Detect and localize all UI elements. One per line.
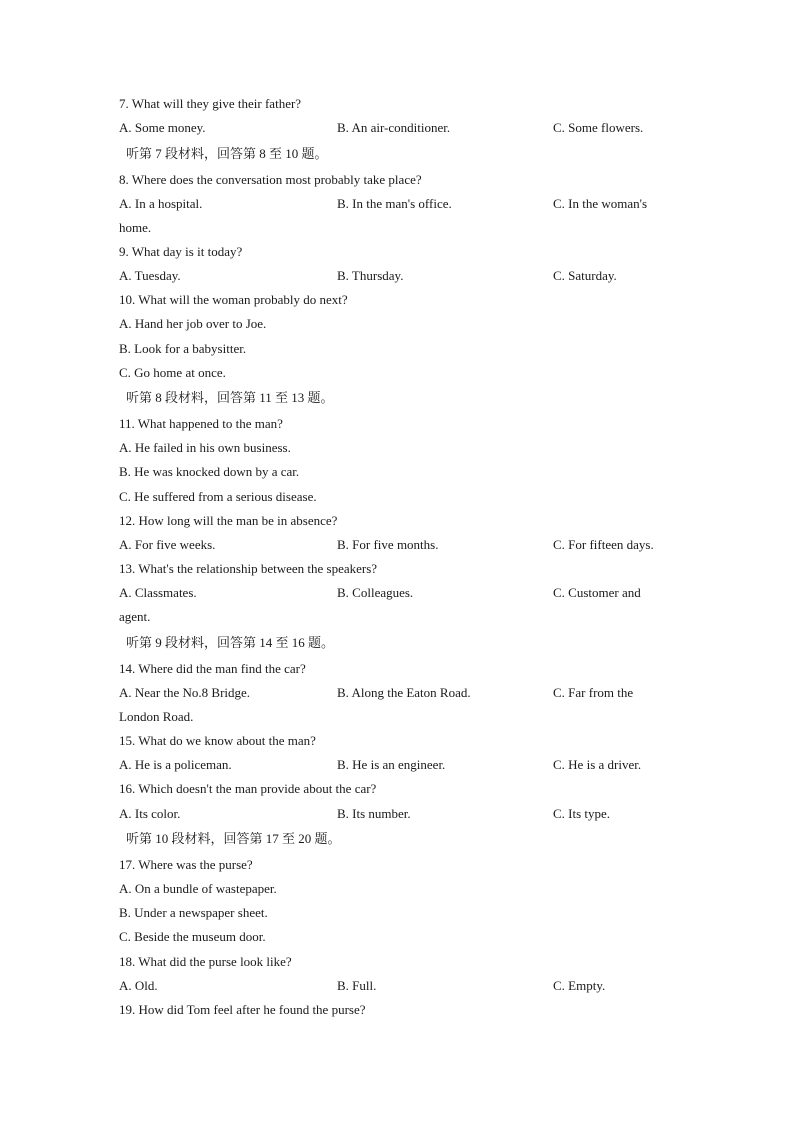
question-9: 9. What day is it today? (119, 244, 243, 259)
question-10: 10. What will the woman probably do next? (119, 292, 348, 307)
question-16-option-c: C. Its type. (553, 806, 611, 821)
question-14-option-b: B. Along the Eaton Road. (337, 685, 471, 700)
section-instruction-9: 听第 9 段材料，回答第 14 至 16 题。 (126, 635, 335, 650)
question-10-option-b: B. Look for a babysitter. (119, 341, 247, 356)
question-9-option-c: C. Saturday. (553, 268, 617, 283)
section-instruction-10: 听第 10 段材料，回答第 17 至 20 题。 (126, 831, 341, 846)
question-8-option-c: C. In the woman's (553, 196, 648, 211)
question-13-option-c: C. Customer and (553, 585, 641, 600)
question-14: 14. Where did the man find the car? (119, 661, 306, 676)
question-7-option-b: B. An air-conditioner. (337, 120, 451, 135)
question-12-option-b: B. For five months. (337, 537, 439, 552)
question-17-option-c: C. Beside the museum door. (119, 929, 266, 944)
question-8: 8. Where does the conversation most probably take place? (119, 172, 422, 187)
question-15-option-c: C. He is a driver. (553, 757, 642, 772)
question-16-option-a: A. Its color. (119, 806, 181, 821)
question-13-option-b: B. Colleagues. (337, 585, 414, 600)
question-17-option-b: B. Under a newspaper sheet. (119, 905, 268, 920)
question-18-option-c: C. Empty. (553, 978, 606, 993)
question-11: 11. What happened to the man? (119, 416, 283, 431)
question-9-option-a: A. Tuesday. (119, 268, 181, 283)
question-15-option-a: A. He is a policeman. (119, 757, 232, 772)
question-17: 17. Where was the purse? (119, 857, 253, 872)
question-15: 15. What do we know about the man? (119, 733, 316, 748)
question-12-option-c: C. For fifteen days. (553, 537, 654, 552)
question-8-option-a: A. In a hospital. (119, 196, 203, 211)
question-11-option-a: A. He failed in his own business. (119, 440, 291, 455)
question-15-option-b: B. He is an engineer. (337, 757, 446, 772)
question-7-option-c: C. Some flowers. (553, 120, 644, 135)
question-14-option-c-continued: London Road. (119, 709, 194, 724)
question-16: 16. Which doesn't the man provide about the car? (119, 781, 377, 796)
question-8-option-b: B. In the man's office. (337, 196, 452, 211)
question-9-option-b: B. Thursday. (337, 268, 404, 283)
question-18: 18. What did the purse look like? (119, 954, 292, 969)
question-19: 19. How did Tom feel after he found the purse? (119, 1002, 366, 1017)
question-11-option-c: C. He suffered from a serious disease. (119, 489, 317, 504)
question-18-option-a: A. Old. (119, 978, 158, 993)
question-12-option-a: A. For five weeks. (119, 537, 216, 552)
question-18-option-b: B. Full. (337, 978, 377, 993)
question-17-option-a: A. On a bundle of wastepaper. (119, 881, 277, 896)
question-7-option-a: A. Some money. (119, 120, 206, 135)
question-13-option-a: A. Classmates. (119, 585, 197, 600)
question-14-option-c: C. Far from the (553, 685, 634, 700)
question-8-option-c-continued: home. (119, 220, 152, 235)
question-10-option-c: C. Go home at once. (119, 365, 226, 380)
question-13-option-c-continued: agent. (119, 609, 151, 624)
section-instruction-7: 听第 7 段材料，回答第 8 至 10 题。 (126, 146, 328, 161)
question-14-option-a: A. Near the No.8 Bridge. (119, 685, 251, 700)
question-12: 12. How long will the man be in absence? (119, 513, 338, 528)
question-11-option-b: B. He was knocked down by a car. (119, 464, 300, 479)
question-7: 7. What will they give their father? (119, 96, 302, 111)
question-16-option-b: B. Its number. (337, 806, 411, 821)
section-instruction-8: 听第 8 段材料，回答第 11 至 13 题。 (126, 390, 334, 405)
question-13: 13. What's the relationship between the speakers? (119, 561, 378, 576)
question-10-option-a: A. Hand her job over to Joe. (119, 316, 267, 331)
